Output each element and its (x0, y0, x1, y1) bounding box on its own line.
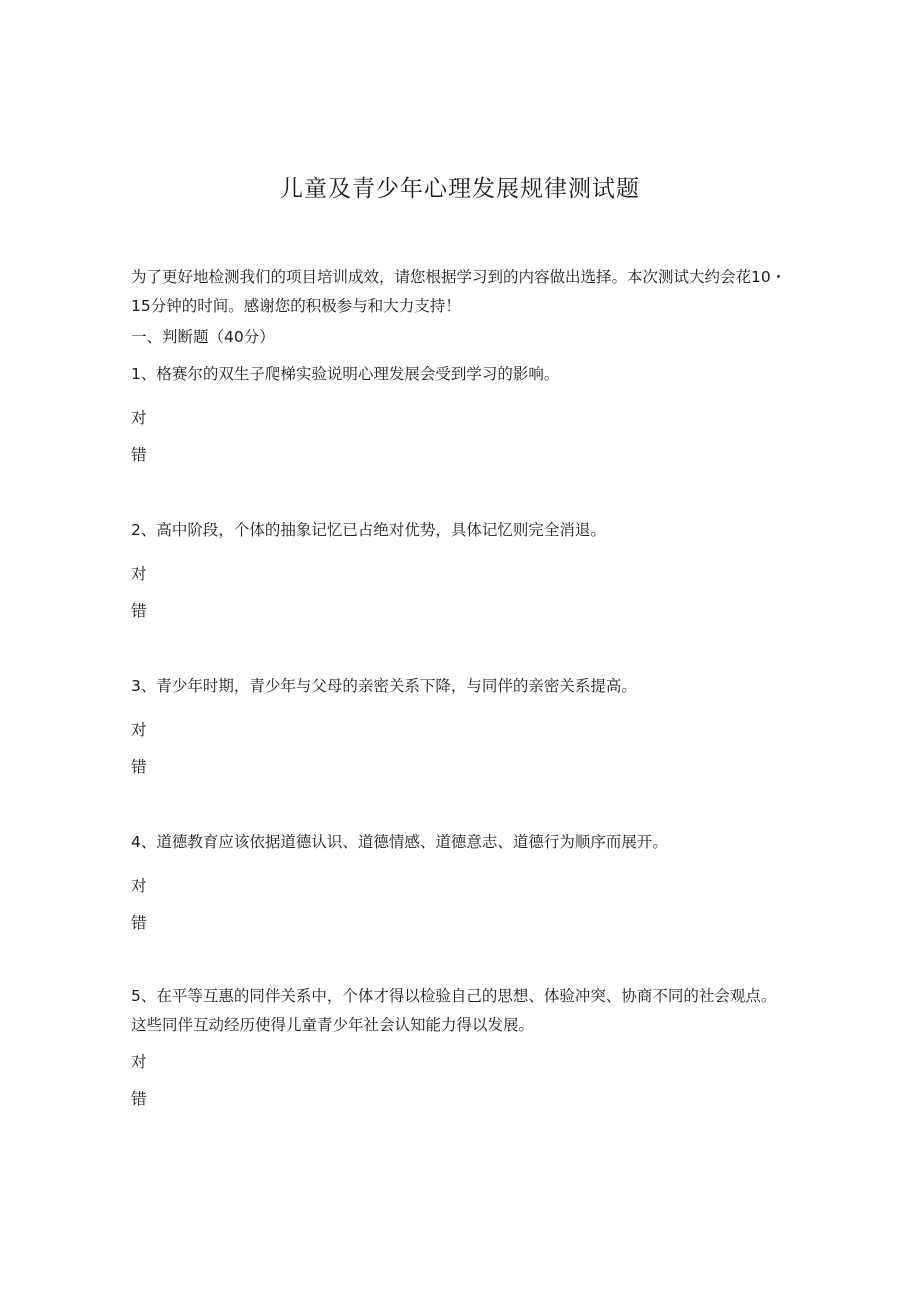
question-3-option-false[interactable]: 错 (131, 758, 147, 776)
question-3-text: 3、青少年时期，青少年与父母的亲密关系下降，与同伴的亲密关系提高。 (131, 677, 637, 695)
question-3-option-true[interactable]: 对 (131, 721, 147, 739)
intro-paragraph: 为了更好地检测我们的项目培训成效，请您根据学习到的内容做出选择。本次测试大约会花10・15分钟的时间。感谢您的积极参与和大力支持！ (131, 268, 787, 315)
question-4-text: 4、道德教育应该依据道德认识、道德情感、道德意志、道德行为顺序而展开。 (131, 833, 668, 851)
question-1-option-false[interactable]: 错 (131, 446, 147, 464)
question-4-option-true[interactable]: 对 (131, 877, 147, 895)
question-2-option-false[interactable]: 错 (131, 602, 147, 620)
question-2-option-true[interactable]: 对 (131, 565, 147, 583)
question-2-text: 2、高中阶段，个体的抽象记忆已占绝对优势，具体记忆则完全消退。 (131, 521, 606, 539)
question-4-option-false[interactable]: 错 (131, 914, 147, 932)
question-1-text: 1、格赛尔的双生子爬梯实验说明心理发展会受到学习的影响。 (131, 365, 560, 383)
page-title: 儿童及青少年心理发展规律测试题 (280, 176, 640, 202)
question-5-option-false[interactable]: 错 (131, 1090, 147, 1108)
question-1-option-true[interactable]: 对 (131, 409, 147, 427)
section-heading: 一、判断题（40分） (131, 328, 275, 346)
question-5-option-true[interactable]: 对 (131, 1053, 147, 1071)
question-5-text: 5、在平等互惠的同伴关系中，个体才得以检验自己的思想、体验冲突、协商不同的社会观点。这些同伴互动经历使得儿童青少年社会认知能力得以发展。 (131, 987, 777, 1034)
